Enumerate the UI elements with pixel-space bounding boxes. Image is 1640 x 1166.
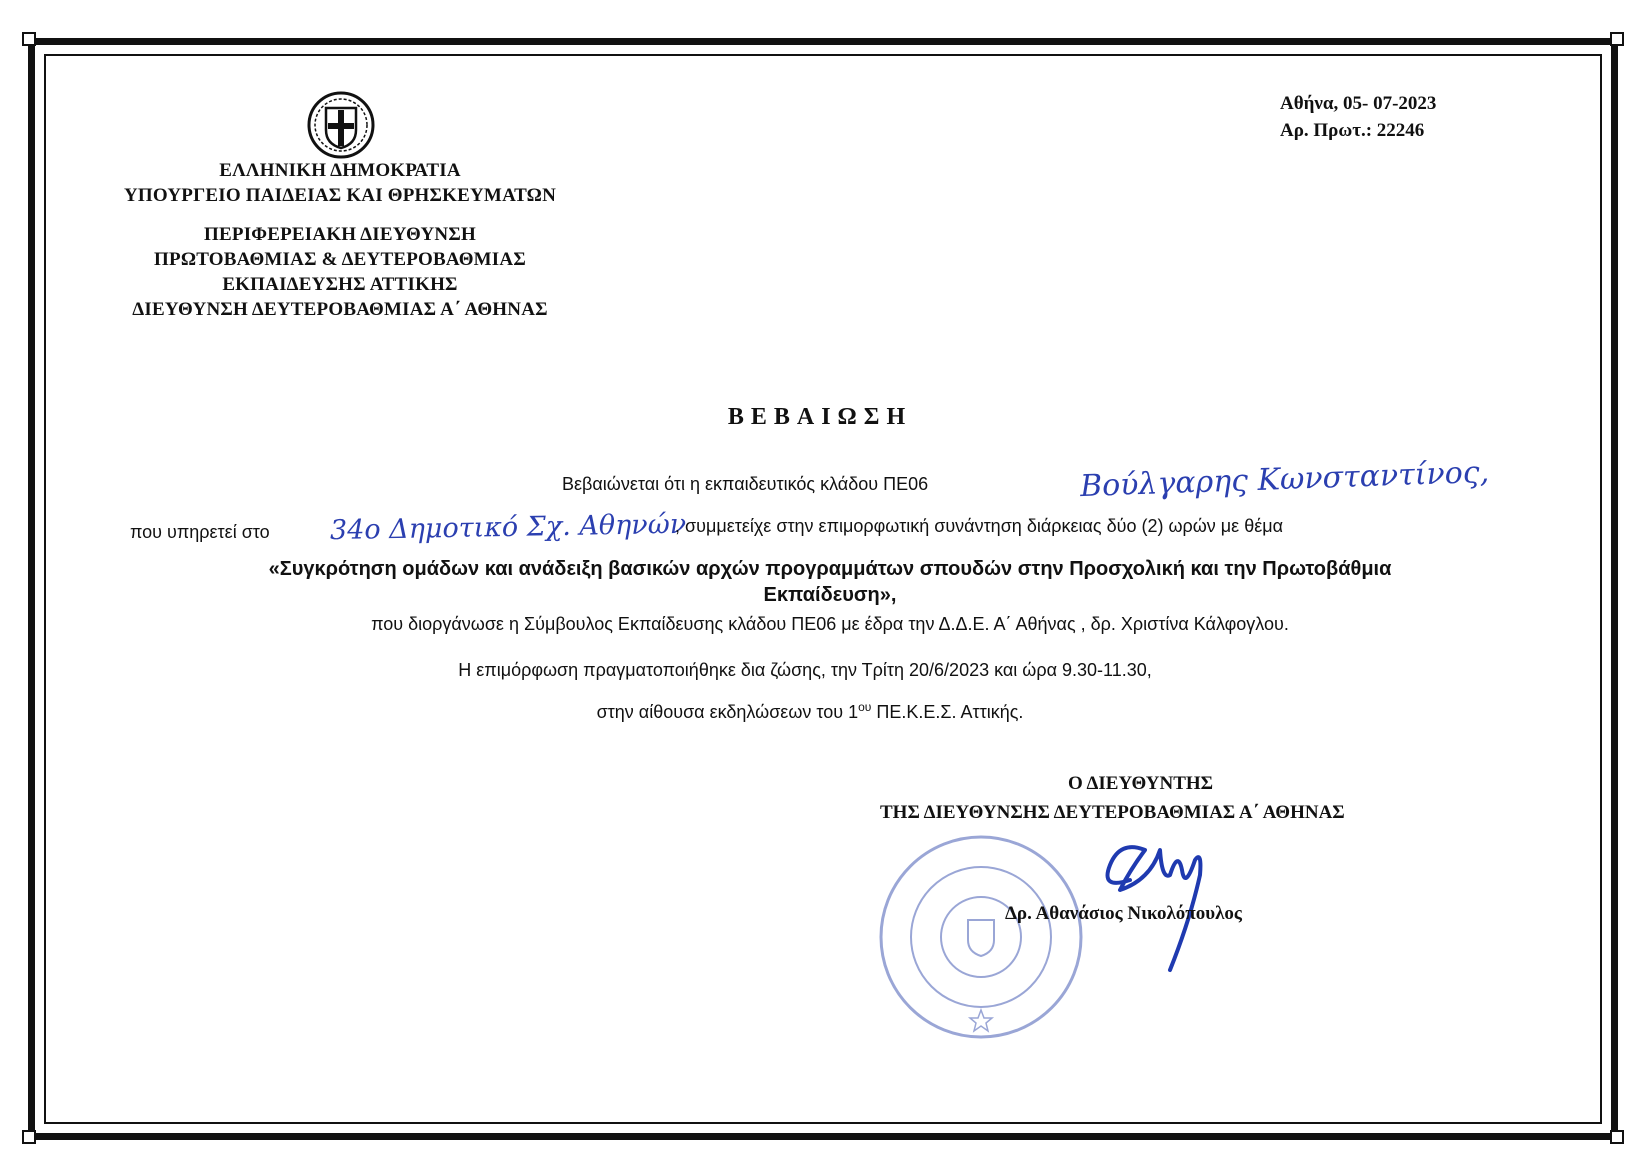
venue-prefix: στην αίθουσα εκδηλώσεων του 1	[596, 702, 859, 722]
venue-superscript: ου	[858, 700, 872, 714]
theme-line-1: «Συγκρότηση ομάδων και ανάδειξη βασικών αρχών προγραμμάτων σπουδών στην Προσχολική και την Πρωτοβάθμια	[268, 558, 1392, 580]
document-meta	[1280, 90, 1436, 144]
participation-text: , συμμετείχε στην επιμορφωτική συνάντηση διάρκειας δύο (2) ωρών με θέμα	[675, 516, 1284, 536]
venue-suffix: ΠΕ.Κ.Ε.Σ. Αττικής.	[871, 702, 1024, 722]
border-corner	[22, 1130, 36, 1144]
teacher-name-handwritten: Βούλγαρης Κωνσταντίνος,	[1079, 454, 1490, 505]
document-title: ΒΕΒΑΙΩΣΗ	[727, 404, 913, 430]
greek-coat-of-arms-emblem	[306, 90, 376, 160]
theme-line-2: Εκπαίδευση»,	[763, 584, 897, 606]
border-corner	[22, 32, 36, 46]
header-directorate: ΔΙΕΥΘΥΝΣΗ ΔΕΥΤΕΡΟΒΑΘΜΙΑΣ Α΄ ΑΘΗΝΑΣ	[132, 299, 548, 320]
border-corner	[1610, 32, 1624, 46]
serving-at-label: που υπηρετεί στο	[130, 522, 270, 542]
header-regional-line1: ΠΕΡΙΦΕΡΕΙΑΚΗ ΔΙΕΥΘΥΝΣΗ	[204, 224, 476, 245]
school-name-handwritten: 34ο Δημοτικό Σχ. Αθηνών	[329, 508, 687, 547]
header-ministry: ΥΠΟΥΡΓΕΙΟ ΠΑΙΔΕΙΑΣ ΚΑΙ ΘΡΗΣΚΕΥΜΑΤΩΝ	[123, 185, 557, 206]
header-regional-line3: ΕΚΠΑΙΔΕΥΣΗΣ ΑΤΤΙΚΗΣ	[222, 274, 458, 295]
venue-line	[0, 700, 1630, 723]
signatory-role-line1: Ο ΔΙΕΥΘΥΝΤΗΣ	[1068, 773, 1214, 794]
date-line: Αθήνα, 05- 07-2023	[1280, 93, 1437, 114]
organizer-line: που διοργάνωσε η Σύμβουλος Εκπαίδευσης κλάδου ΠΕ06 με έδρα την Δ.Δ.Ε. Α΄ Αθήνας , δρ. Χριστίνα Κάλφογλου.	[371, 614, 1289, 634]
certification-line-1: Βεβαιώνεται ότι η εκπαιδευτικός κλάδου ΠΕ06	[562, 474, 929, 494]
header-regional-line2: ΠΡΩΤΟΒΑΘΜΙΑΣ & ΔΕΥΤΕΡΟΒΑΘΜΙΑΣ	[154, 249, 526, 270]
session-line: Η επιμόρφωση πραγματοποιήθηκε δια ζώσης, την Τρίτη 20/6/2023 και ώρα 9.30-11.30,	[458, 660, 1152, 680]
border-corner	[1610, 1130, 1624, 1144]
header-republic: ΕΛΛΗΝΙΚΗ ΔΗΜΟΚΡΑΤΙΑ	[219, 160, 461, 181]
signatory-name: Δρ. Αθανάσιος Νικολόπουλος	[1005, 903, 1242, 924]
handwritten-signature	[1090, 820, 1230, 980]
protocol-number: Αρ. Πρωτ.: 22246	[1280, 120, 1425, 141]
signatory-role-line2: ΤΗΣ ΔΙΕΥΘΥΝΣΗΣ ΔΕΥΤΕΡΟΒΑΘΜΙΑΣ Α΄ ΑΘΗΝΑΣ	[880, 802, 1345, 823]
training-theme	[130, 556, 1530, 608]
official-stamp	[876, 832, 1086, 1042]
